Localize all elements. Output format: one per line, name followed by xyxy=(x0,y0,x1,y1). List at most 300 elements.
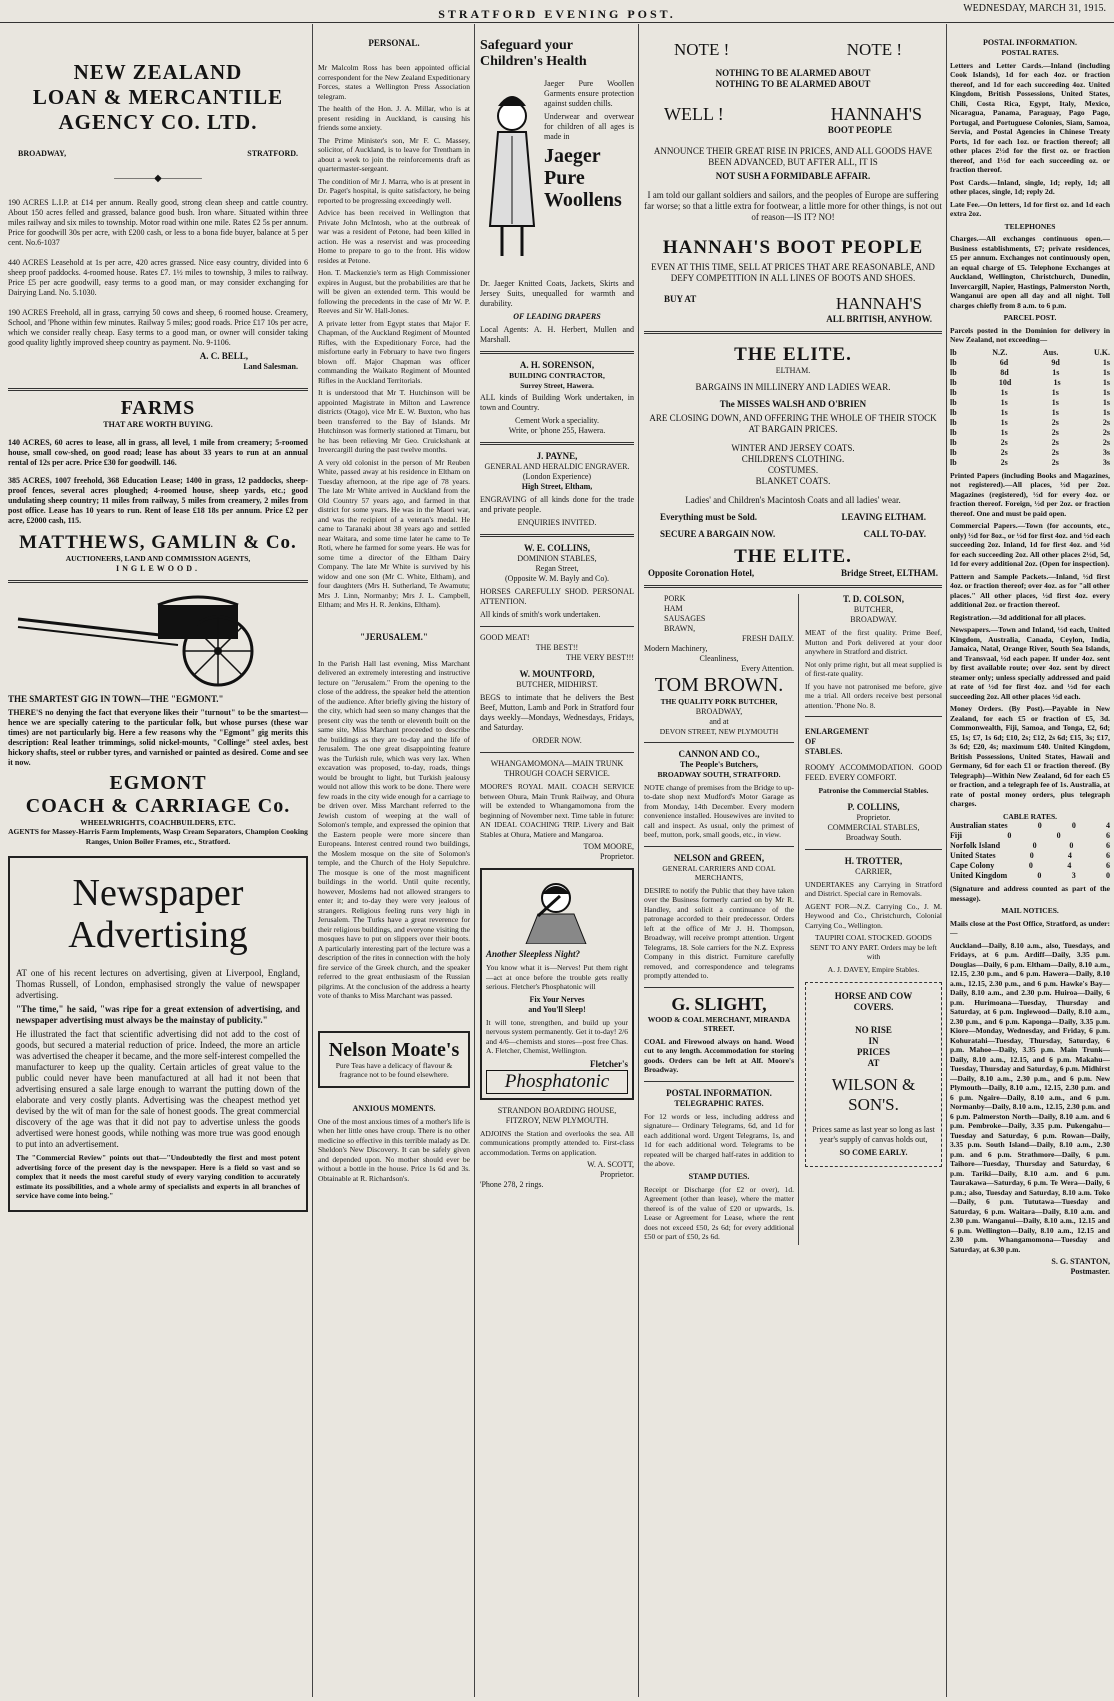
parcel-cell: 2s xyxy=(1051,457,1059,467)
payne: J. PAYNE, xyxy=(536,451,578,461)
nelson-moates-advert xyxy=(318,1031,470,1088)
divider xyxy=(480,351,634,354)
not-such: NOT SUSH A FORMIDABLE AFFAIR. xyxy=(715,171,871,181)
colson-bway: BROADWAY. xyxy=(850,615,897,624)
parcel-col-lb: lb xyxy=(950,347,957,357)
strandon: STRANDON BOARDING HOUSE, xyxy=(497,1105,617,1115)
parcel-cell: 1s xyxy=(1051,407,1059,417)
mail: MAIL NOTICES. xyxy=(1001,906,1059,915)
nz-head2: LOAN & MERCANTILE xyxy=(32,85,284,109)
np-p2: "The time," he said, "was ripe for a great extension of advertising, and newspaper advertising must always be the mainstay of publicity." xyxy=(16,1004,300,1025)
cable-cell: 6 xyxy=(1105,831,1110,840)
parcel-cell: 1s xyxy=(1102,407,1110,417)
sorenson-write: Write, or 'phone 255, Hawera. xyxy=(508,426,606,435)
blanket: BLANKET COATS. xyxy=(755,476,831,486)
parcel-row xyxy=(950,378,1110,388)
matthews-town: INGLEWOOD. xyxy=(115,563,200,573)
personal-9: A very old colonist in the person of Mr Reuben White, passed away at his residence in Eltham on Tuesday afternoon, at the ripe age of 78 years. The late Mr White arrived in Auckland from the Old Country 57 years ago, and farmed in that district for some years. He was in the Maori war, and was the recipient of a veteran's medal. He came to Taranaki about 38 years ago and settled near Waitara, and some time later he came to Te Roti, where he farmed for some years. He was for some time a director of the Eltham Dairy Company. The late Mr White is survived by his widow and one son (Mr C. White, Eltham), and four daughters (Mrs H. Sutherland, Te Awamutu; Mrs J. Linn, Normanby; Mrs J. L. Campbell, Eltham; and Mrs H. R. Jenkins, Eltham). xyxy=(318,457,470,609)
cable-cell: Norfolk Island xyxy=(950,841,1001,850)
cable-cell: 0 xyxy=(1105,871,1110,880)
money: Money Orders. (By Post).—Payable in New Zealand, for each £5 or fraction of £5, 3d. Commonwealth, Fiji, Samoa, and Tonga, £2, 6d; £5, 1s; £7, 1s 6d; £10, 2s; £12, 2s 6d; £15, 3s; £17, 3s 6d; £20, 4s; maximum £40. United Kingdom, British Possessions, United States, Hawaii and Germany, 6d for each £1 or fraction thereof. (By Telegraph)—Within New Zealand, 6d for each £5 or fraction, and a telegraph fee of 1s. Australia, at rate of postal money orders, plus telegraph charges. xyxy=(950,704,1110,808)
personal-3: The Prime Minister's son, Mr F. C. Massey, solicitor, of Auckland, is to leave for Trentham in about a week to join the reinforcements draft as quartermaster-sergeant. xyxy=(318,135,470,173)
jaeger2: Pure xyxy=(544,167,585,189)
call: CALL TO-DAY. xyxy=(863,529,926,539)
mail-text: Auckland—Daily, 8.10 a.m., also, Tuesdays, and Fridays, at 6 p.m. Ardiff—Daily, 3.35 p.m. Douglas—Daily, 6 p.m. Eltham—Daily, 8.10 a.m., 12.15, 2.30 p.m., and 6 p.m. Hawera—Daily, 8.10 a.m., 12.15, 2.30 p.m., and 6 p.m. Hawke's Bay—Daily, 8.10 a.m., and 2.30 p.m. Huiroa—Daily, 6 p.m. Hurimoana—Tuesday, Thursday and Saturday, at 6 p.m. Inglewood—Daily, 8.10 a.m., 2.30 p.m., and 6 p.m. Kaponga—Daily, 3.35 p.m. Kiore—Monday, Wednesday, and Friday, 6 p.m. Kohuratahi—Tuesday, Thursday, Saturday, 6 p.m. Mahoe—Daily, 3.35 p.m. Main Trunk—Daily, 8.10 a.m., 12.15, and 6 p.m. Makahu—Tuesday, Thursday and Saturday, 6 p.m. Midhirst—Daily, 8.10 a.m., 2.30 p.m., and 6 p.m. New Plymouth—Daily, 8.10 a.m., 12.15, 2.30 p.m. and 6 p.m. Ngaire—Daily, 8.10 a.m., and 6 p.m. Normanby—Daily, 8.10 a.m., 12.15, 2.30 p.m. and 6 p.m. Palmerston North—Daily, 8.10 a.m. and 6 p.m. Pembroke—Daily, 3.35 p.m. Pukengahu—Tuesday and Saturday, 6 p.m. Rowan—Daily, 3.35 p.m. South Island—Daily, 8.10 a.m., 2.30 p.m. and 6 p.m. Strathmore—Daily, 6 p.m. Taihore—Tuesday, Thursday and Saturday, 6 p.m. Tariki—Daily, 8.10 a.m. and 6 p.m. Taurakawa—Saturday, 6 p.m. Te Wera—Daily, 6 p.m.; also, Tuesday and Saturday, 8.10 a.m. Toko—Daily, 6 p.m. Tututawa—Tuesday and Saturday, 6 p.m. Waitara—Daily, 8.10 a.m. and 2.30 p.m. Wanganui—Daily, 8.10 a.m., 12.15 and 6 p.m. Wellington—Daily, 8.10 a.m., 12.15 and 2.30 p.m. Whangamomona—Tuesday and Saturday, at 6.30 p.m. xyxy=(950,940,1110,1254)
cable-note: (Signature and address counted as part of the message). xyxy=(950,884,1110,903)
collins-text2: All kinds of smith's work undertaken. xyxy=(480,610,601,619)
bargains: BARGAINS IN MILLINERY AND LADIES WEAR. xyxy=(695,382,891,392)
collins-text: HORSES CAREFULLY SHOD. PERSONAL ATTENTION. xyxy=(480,587,634,606)
parcel-cell: 10d xyxy=(998,377,1012,387)
eltham: ELTHAM. xyxy=(775,366,811,375)
egmont2: COACH & CARRIAGE Co. xyxy=(25,794,291,817)
pattern: Pattern and Sample Packets.—Inland, ½d first 4oz. or fraction thereof; over 4oz. as for "all other places." All other places, ½d first 4oz. every additional 2oz. or fraction thereof. xyxy=(950,571,1110,609)
moore-text: MOORE'S ROYAL MAIL COACH SERVICE between Ohura, Main Trunk Railway, and Ohura will be extended to Whangamomona from the beginning of November next. Time table in future: AN IDEAL COACHING TRIP. Livery and Bait Stables at Ohura, Matiere and Mangaroa. xyxy=(480,782,634,839)
divider xyxy=(480,752,634,753)
mail-intro: Mails close at the Post Office, Stratford, as under:— xyxy=(950,918,1110,937)
jaeger1: Jaeger xyxy=(544,145,601,167)
gig-illustration xyxy=(8,589,308,689)
no-rise: NO RISE xyxy=(855,1025,892,1035)
scott: W. A. SCOTT, xyxy=(587,1160,634,1169)
pcollins-prop: Proprietor. xyxy=(856,812,891,822)
cable-cell: 0 xyxy=(1037,871,1042,880)
announce: ANNOUNCE THEIR GREAT RISE IN PRICES, AND ALL GOODS HAVE BEEN ADVANCED, BUT AFTER ALL, IT IS xyxy=(653,146,933,167)
collins-addr: Regan Street, xyxy=(535,564,579,573)
parcel-cell: 2s xyxy=(1051,417,1059,427)
tom-and: and at xyxy=(709,716,729,726)
parcel-cell: 1s xyxy=(1102,397,1110,407)
newspaper-advertising-box xyxy=(8,856,308,1212)
post-cards: Post Cards.—Inland, single, 1d; reply, 1d; all other places, single, 1d; reply 2d. xyxy=(950,177,1110,196)
mountford-order: ORDER NOW. xyxy=(532,736,582,745)
right-sub-column xyxy=(799,594,942,1245)
slight-text: COAL and Firewood always on hand. Wood cut to any length. Accommodation for storing goods. Orders can be left at Alf. Moore's Broadway. xyxy=(644,1036,794,1074)
parcel-table xyxy=(950,358,1110,468)
cable-cell: Australian states xyxy=(950,821,1008,830)
sleepless-man-illustration xyxy=(486,874,626,944)
tele-rates: TELEGRAPHIC RATES. xyxy=(674,1098,764,1108)
costumes: COSTUMES. xyxy=(767,465,819,475)
parcel-cell: 1s xyxy=(1102,357,1110,367)
gig-head: THE SMARTEST GIG IN TOWN—THE "EGMONT." xyxy=(8,693,224,704)
nz-ad3: 190 ACRES Freehold, all in grass, carrying 50 cows and sheep, 6 roomed house. Creamery, School, and 'Phone within few minutes. Railway 5 miles; good roads. Price £17 10s per acre, which we consider really cheap. Easy terms to a good man, or owner will consider taking good quality lightly improved sheep country as payment. No. 9-1106. xyxy=(8,308,308,347)
whanga: WHANGAMOMONA—MAIN TRUNK THROUGH COACH SERVICE. xyxy=(490,759,624,778)
carrier: CARRIER, xyxy=(855,866,892,876)
jerusalem-text: In the Parish Hall last evening, Miss Marchant delivered an extremely interesting and instructive lecture on "Jerusalem." From the opening to the close of the address, the speaker held the attention of the audience. After briefly giving the history of the city, which had seen so many changes that the present city was the tenth or eleventh built on the same site, Miss Marchant proceeded to describe the buildings as they are to-day and the life of Jerusalem. The one great disappointing feature was the Turkish rule, which was very lax. When excavation was proposed, to-day, roads, things would be brought to light, but Turkish jealousy would not allow this work to be done. There were few roads in the city wide enough for a carriage to be driven over. Miss Marchant referred to the Jewish custom of weeping at the wall of Solomon's temple, and expressed the opinion that the Eastern people were more sincere than Europeans. Interest centred round two buildings, the Moslem mosque on the site of Solomon's temple, and the Church of the Holy Sepulchre. The mosque is one of the most magnificent buildings in the world. Until quite recently, however, Moslems had not allowed strangers to enter it; and to-day they were very jealous of strangers. Religious feeling runs very high in Jerusalem. The Turks have a great reverence for their religious buildings, and everyone visiting the mosques have to put on slippers over their boots. A particularly interesting part of the lecture was a description of the rites in connection with the holy fire service of the Greek church, and the speaker referred to the great enthusiasm of the Russian pilgrims. At the conclusion of the address a hearty vote of thanks to Miss Marchant was passed. xyxy=(318,658,470,1000)
column-3 xyxy=(480,24,634,1697)
trotter-text: UNDERTAKES any Carrying in Stratford and District. Special care in Removals. xyxy=(805,879,942,898)
at: AT xyxy=(867,1058,880,1068)
elite: THE ELITE. xyxy=(734,344,852,365)
parcel-cell: lb xyxy=(950,387,957,397)
divider xyxy=(644,742,794,743)
scott-prop: Proprietor. xyxy=(600,1170,634,1179)
divider xyxy=(480,534,634,537)
parcel-cell: lb xyxy=(950,427,957,437)
cable-table xyxy=(950,821,1110,881)
nz-ad2: 440 ACRES Leasehold at 1s per acre, 420 acres grassed. Nice easy country, divided into 6 sheep proof paddocks. 4-roomed house. Rates £7. 1½ miles to township, 3 miles to railway. Price £5 per acre goodwill, easy terms to a good man, or may consider exchanging for Dairying Land. No. 5.1030. xyxy=(8,258,308,297)
parcel-cell: 1s xyxy=(1051,387,1059,397)
farm1: 140 ACRES, 60 acres to lease, all in grass, all level, 1 mile from creamery; 5-roomed house, small cow-shed, on good road; lease has about 33 years to run at an annual rental of 12s per acre. Price £30 for goodwill. 146. xyxy=(8,438,308,467)
cable-cell: 6 xyxy=(1105,861,1110,870)
parcel-cell: lb xyxy=(950,417,957,427)
farms-advert xyxy=(8,397,308,574)
personal-8: It is understood that Mr T. Hutchinson will be appointed Magistrate in Milton and Lawrence districts (Otago), vice Mr E. W. Buxton, who has been transferred to the Bay of Islands. Mr Hutchinson was formerly stationed at Timaru, but he has been relieving Mr Geo. Cruickshank at Invercargill during the past twelve months. xyxy=(318,388,470,454)
hannahs-header xyxy=(644,104,942,125)
parcel-col-aus: Aus. xyxy=(1043,347,1059,357)
np-head2: Advertising xyxy=(68,914,248,956)
personal-1: Mr Malcolm Ross has been appointed official correspondent for the New Zealand Expeditionary Forces, states a Wellington Press Association telegram. xyxy=(318,63,470,101)
tom-brown-advert xyxy=(644,594,799,1245)
column-1 xyxy=(8,24,308,1697)
np-head1: Newspaper xyxy=(72,872,244,914)
note-header xyxy=(644,40,942,60)
egmont-advert xyxy=(8,589,308,847)
parcel: PARCEL POST. xyxy=(1003,313,1057,322)
alarm1: NOTHING TO BE ALARMED ABOUT xyxy=(715,68,871,78)
hannahs: HANNAH'S xyxy=(830,104,922,124)
nz-head: NEW ZEALAND xyxy=(73,60,243,84)
parcel-header-row xyxy=(950,348,1110,358)
egmont3: WHEELWRIGHTS, COACHBUILDERS, ETC. xyxy=(80,817,236,827)
personal-column xyxy=(318,63,470,610)
every-att: Every Attention. xyxy=(741,664,794,673)
nz-loan-advert xyxy=(8,60,308,372)
parcel-cell: 2s xyxy=(1000,447,1008,457)
registration: Registration.—3d additional for all places. xyxy=(950,612,1086,622)
parcel-row xyxy=(950,438,1110,448)
nelson-green-sub: GENERAL CARRIERS AND COAL MERCHANTS, xyxy=(662,863,776,882)
jaeger-drapers: OF LEADING DRAPERS xyxy=(513,312,601,321)
gig-text: THERE'S no denying the fact that everyone likes their "turnout" to be the smartest—hence we are specially catering to the particular folk, but whose purses (these war times) are not particularly big. Here a few reasons why the "Egmont" gig merits this description: Real leather trimmings, solid nickel-mounts, "Collinge" steel axles, best hickory shafts, steel or rubber tyres, and varnished or painted as desired. Come and see it now. xyxy=(8,707,308,767)
buy-at-row xyxy=(644,294,942,314)
hannah-text: I am told our gallant soldiers and sailors, and the peoples of Europe are suffering far worse; so that a little extra for footwear, a little more for other things, is not out of reason—IS IT? NO! xyxy=(644,190,942,222)
in: IN xyxy=(868,1036,879,1046)
np-p4: The "Commercial Review" points out that—"Undoubtedly the first and most potent advertising force of the present day is the newspaper. Here is a field so vast and so complex that it needs the most careful study of every varying condition to accurately estimate its possibilities, and a whole army of specialists and experts in all branches of service have come into being." xyxy=(16,1153,300,1200)
divider xyxy=(8,388,308,391)
davey: A. J. DAVEY, Empire Stables. xyxy=(827,964,920,974)
cable-cell: 4 xyxy=(1067,861,1072,870)
payne-text: ENGRAVING of all kinds done for the trade and private people. xyxy=(480,495,634,514)
cable-cell: United Kingdom xyxy=(950,871,1008,880)
nelson-green-text: DESIRE to notify the Public that they have taken over the Business formerly carried on by Mr R. Handley, and solicit a continuance of the patronage accorded to their predecessor. Orders left at the office of Mr J. H. Thompson, Broadway, will receive prompt attention. Urgent Telegrams, 18. Sole carriers for the N.Z. Express Company in this district. Furniture carefully removed, and correspondence and telegrams promptly attended to. xyxy=(644,885,794,980)
cable-row xyxy=(950,861,1110,871)
slight-sub: WOOD & COAL MERCHANT, MIRANDA STREET. xyxy=(647,1014,791,1033)
macintosh: Ladies' and Children's Macintosh Coats and all ladies' wear. xyxy=(685,495,901,505)
postal-text: For 12 words or less, including address and signature— Ordinary Telegrams, 6d, and 1d for each additional word. Urgent Telegrams, 1s, and 1d for each additional word. Telegrams to be repeated will be charged half-rates in addition to the above. xyxy=(644,1111,794,1168)
np-p3: He illustrated the fact that scientific advertising did not add to the cost of goods, but secured a material reduction of price. Indeed, the more an article was advertised the cheaper it became, and the more self-interest compelled the manufacturer to keep up the quality. Certain articles of great value to the public could never have been manufactured at all had it not been that advertising ensured a sale large enough to warrant the putting down of the elaborate and very costly plants. Advertising was the cheapest method yet devised by the wit of man for the sale of honest goods. The great commercial discovery of the age was that it did not pay to advertise unless the goods advertised were honest goods, while nothing was more true was good enough to put into an advertisement. xyxy=(16,1029,300,1149)
postmaster: Postmaster. xyxy=(1070,1267,1110,1276)
colson-sub: BUTCHER, xyxy=(853,605,894,614)
phosphatonic: Phosphatonic xyxy=(486,1070,628,1094)
column-4 xyxy=(644,24,942,1697)
collins-addr2: (Opposite W. M. Bayly and Co). xyxy=(505,574,609,583)
wilson-text: Prices same as last year so long as last year's supply of canvas holds out, xyxy=(812,1125,935,1144)
nz-sign: A. C. BELL, xyxy=(199,351,248,361)
safe-head: Safeguard your Children's Health xyxy=(480,38,587,69)
personal-7: A private letter from Egypt states that Major F. Chapman, of the Auckland Regiment of Mounted Rifles, with the Expeditionary Force, had the misfortune early in February to have two fingers blown off. Major Chapman was officer commanding the Waikato Regiment of Mounted Rifles in the Auckland Territorials. xyxy=(318,318,470,385)
all-british: ALL BRITISH, ANYHOW. xyxy=(826,314,932,324)
issue-date: WEDNESDAY, MARCH 31, 1915. xyxy=(963,3,1106,14)
postal-head: POSTAL INFORMATION. xyxy=(666,1087,772,1098)
nelson-logo: Nelson Moate's xyxy=(328,1038,460,1061)
parcel-cell: 2s xyxy=(1051,427,1059,437)
another: Another Sleepless Night? xyxy=(486,949,581,959)
even: EVEN AT THIS TIME, SELL AT PRICES THAT ARE REASONABLE, AND DEFY COMPETITION IN ALL LINES OF BOOTS AND SHOES. xyxy=(651,262,935,283)
good-meat: GOOD MEAT! xyxy=(480,633,530,642)
collins: W. E. COLLINS, xyxy=(524,543,590,553)
mountford-text: BEGS to intimate that he delivers the Best Beef, Mutton, Lamb and Pork in Stratford four days weekly—Mondays, Wednesdays, Fridays, and Saturday. xyxy=(480,693,634,732)
egmont1: EGMONT xyxy=(109,771,207,794)
stanton: S. G. STANTON, xyxy=(1051,1257,1110,1266)
cable-cell: Cape Colony xyxy=(950,861,995,870)
parcel-row xyxy=(950,388,1110,398)
pork: PORK xyxy=(664,594,686,603)
sorenson-sub: BUILDING CONTRACTOR, xyxy=(509,371,605,380)
colson-text: MEAT of the first quality. Prime Beef, Mutton and Pork delivered at your door anywhere in Stratford and district. xyxy=(805,628,942,656)
strandon-addr: FITZROY, NEW PLYMOUTH. xyxy=(505,1115,609,1125)
farm2: 385 ACRES, 1007 freehold, 368 Education Lease; 1400 in grass, 12 paddocks, sheep-proof fences, several acres ploughed; 4-roomed house, sheep yards, etc.; good undulating sheep country; 11 miles from railway, 5 miles from creamery, 2 miles from post office. Lease has 10 years to run. Rent of lease £18 18s per annum. Price £2 per acre, £2000 cash, 115. xyxy=(8,476,308,525)
parcel-text: Parcels posted in the Dominion for delivery in New Zealand, not exceeding— xyxy=(950,325,1110,344)
parcel-row xyxy=(950,398,1110,408)
winter: WINTER AND JERSEY COATS. xyxy=(731,443,855,453)
personal-5: Advice has been received in Wellington that Private John McIntosh, who at the outbreak of war was a resident of Petone, had been killed in action. He was a reservist and was proceeding Home to prepare to go to the front. His widow resides at Petone. xyxy=(318,208,470,265)
the-very-best: THE VERY BEST!!! xyxy=(566,653,634,662)
of: OF xyxy=(805,737,817,746)
commercial: Commercial Papers.—Town (for accounts, etc., only) ½d for 8oz., or ½d for first 4oz. and ½d each succeeding 2oz. Inland, 1d for first 4oz. and ½d for each succeeding 2oz. All other places 2½d, 5d, 1d for every additional 2oz. (Open for inspection). xyxy=(950,521,1110,568)
nz-right: STRATFORD. xyxy=(247,149,298,158)
cable-cell: 0 xyxy=(1028,861,1033,870)
parcel-col-uk: U.K. xyxy=(1093,347,1110,357)
cable-cell: 6 xyxy=(1105,851,1110,860)
fresh: FRESH DAILY. xyxy=(742,634,794,643)
divider xyxy=(805,849,942,850)
parcel-row xyxy=(950,358,1110,368)
parcel-cell: 1s xyxy=(1000,397,1008,407)
horse: HORSE AND COW xyxy=(834,991,913,1001)
ham: HAM xyxy=(664,604,683,613)
matthews: MATTHEWS, GAMLIN & Co. xyxy=(19,532,297,553)
cable-row xyxy=(950,841,1110,851)
cable-cell: 0 xyxy=(1069,841,1074,850)
scott-phone: 'Phone 278, 2 rings. xyxy=(480,1180,544,1189)
nelson-sub: Pure Teas have a delicacy of flavour & fragrance not to be found elsewhere. xyxy=(335,1060,453,1079)
parcel-cell: 8d xyxy=(1000,367,1009,377)
everything: Everything must be Sold. xyxy=(660,512,758,522)
leaving: LEAVING ELTHAM. xyxy=(841,512,926,522)
parcel-cell: 1s xyxy=(1000,407,1008,417)
pcollins: P. COLLINS, xyxy=(847,801,900,812)
patronise: Patronise the Commercial Stables. xyxy=(818,786,929,795)
sorenson-addr: Surrey Street, Hawera. xyxy=(520,380,594,390)
sorenson: A. H. SORENSON, xyxy=(519,360,595,370)
cannon: CANNON AND CO., xyxy=(678,749,760,759)
parcel-cell: 6d xyxy=(999,357,1009,367)
cable-row xyxy=(950,851,1110,861)
hannah-big: HANNAH'S BOOT PEOPLE xyxy=(662,237,924,258)
column-rule xyxy=(474,24,475,1697)
ornament-rule: ————◆———— xyxy=(114,173,202,184)
column-rule xyxy=(312,24,313,1697)
personal-2: The health of the Hon. J. A. Millar, who is at present residing in Auckland, is causing his friends some anxiety. xyxy=(318,104,470,132)
butchers-row xyxy=(644,594,942,1245)
parcel-row xyxy=(950,368,1110,378)
personal-head: PERSONAL. xyxy=(368,38,420,48)
cannon-sub: The People's Butchers, xyxy=(680,760,758,769)
payne-addr: High Street, Eltham, xyxy=(521,482,593,491)
alarm2: NOTHING TO BE ALARMED ABOUT xyxy=(715,79,871,89)
parcel-cell: 9d xyxy=(1051,357,1060,367)
personal-4: The condition of Mr J. Marra, who is at present in Dr. Paget's hospital, is quite satisfactory, he being reported to be progressing exceedingly well. xyxy=(318,176,470,205)
parcel-cell: 2s xyxy=(1102,417,1110,427)
divider xyxy=(480,626,634,627)
parcel-cell: 1s xyxy=(1000,417,1008,427)
cable-cell: 3 xyxy=(1071,871,1076,880)
divider xyxy=(644,585,942,588)
tom-devon: DEVON STREET, NEW PLYMOUTH xyxy=(659,726,779,736)
jaeger3: Woollens xyxy=(544,189,622,211)
cable-cell: Fiji xyxy=(950,831,962,840)
trotter: H. TROTTER, xyxy=(844,855,903,866)
colson-text3: If you have not patronised me before, give me a trial. All orders receive best personal attention. 'Phone No. 8. xyxy=(805,681,942,710)
prices: PRICES xyxy=(856,1047,890,1057)
taupiri: TAUPIRI COAL STOCKED. GOODS SENT TO ANY PART. Orders may be left with xyxy=(810,933,937,961)
postal-head-5: POSTAL INFORMATION. xyxy=(983,38,1077,47)
parcel-cell: 1s xyxy=(1053,377,1061,387)
hannahs2: HANNAH'S xyxy=(835,294,922,313)
column-rule xyxy=(946,24,947,1697)
note1: NOTE ! xyxy=(674,40,730,59)
bridge: Bridge Street, ELTHAM. xyxy=(841,568,938,578)
parcel-cell: 3s xyxy=(1102,457,1110,467)
stables: STABLES. xyxy=(805,747,843,756)
tom-bway: BROADWAY, xyxy=(695,706,743,716)
mountford-sub: BUTCHER, MIDHIRST. xyxy=(516,680,598,689)
column-rule xyxy=(638,24,639,1697)
printed: Printed Papers (including Books and Magazines, not registered).—All places, ½d per 2oz. Magazines (registered), ½d for every 4oz. or fraction thereof. Foreign, ½d per 2oz. or fraction thereof. One and must be paid open. xyxy=(950,470,1110,518)
moore-sign: TOM MOORE, xyxy=(583,842,634,851)
closing: ARE CLOSING DOWN, AND OFFERING THE WHOLE OF THEIR STOCK AT BARGAIN PRICES. xyxy=(649,413,937,434)
parcel-row xyxy=(950,428,1110,438)
moore-prop: Proprietor. xyxy=(600,852,634,861)
cannon-addr: BROADWAY SOUTH, STRATFORD. xyxy=(657,770,781,779)
misses: The MISSES WALSH AND O'BRIEN xyxy=(719,399,867,409)
anxious-head: ANXIOUS MOMENTS. xyxy=(352,1103,436,1113)
matthews-sub: AUCTIONEERS, LAND AND COMMISSION AGENTS, xyxy=(65,554,251,563)
colson: T. D. COLSON, xyxy=(842,594,905,604)
stamp: STAMP DUTIES. xyxy=(688,1171,750,1181)
divider xyxy=(480,442,634,445)
jaeger-advert xyxy=(480,76,634,276)
sausages: SAUSAGES xyxy=(664,614,706,623)
secure: SECURE A BARGAIN NOW. xyxy=(660,529,776,539)
and-sleep: and You'll Sleep! xyxy=(528,1004,586,1014)
local-agents: Local Agents: A. H. Herbert, Mullen and Marshall. xyxy=(480,325,634,344)
parcel-cell: 1s xyxy=(1051,397,1059,407)
parcel-cell: 1s xyxy=(1000,387,1008,397)
jaeger-text: Dr. Jaeger Knitted Coats, Jackets, Skirts and Jersey Suits, unequalled for warmth and durability. xyxy=(480,279,634,308)
masthead xyxy=(0,0,1114,23)
divider xyxy=(644,846,794,847)
cable-cell: 0 xyxy=(1029,851,1034,860)
elite2: THE ELITE. xyxy=(734,546,852,567)
stamp-text: Receipt or Discharge (for £2 or over), 1d. Agreement (other than lease), where the matter thereof is of the value of £20 or upwards, 1s. Lease or Agreement for Lease, where the rent does not exceed £50, 2s 6d; for every additional £50 or part of £50, 2s 6d. xyxy=(644,1184,794,1241)
bway-south: Broadway South. xyxy=(845,832,902,842)
nz-head3: AGENCY CO. LTD. xyxy=(58,110,258,134)
np-p1: AT one of his recent lectures on advertising, given at Liverpool, England, Thomas Russell, of London, emphasised strongly the value of newspaper advertising. xyxy=(16,968,300,1000)
column-5 xyxy=(950,24,1110,1697)
parcel-cell: 2s xyxy=(1102,437,1110,447)
divider xyxy=(644,1081,794,1082)
parcel-col-nz: N.Z. xyxy=(992,347,1008,357)
farms-head: FARMS xyxy=(120,397,196,419)
sleep-text: You know what it is—Nerves! Put them right—act at once before the trouble gets really serious. Fletcher's Phosphatonic will xyxy=(486,963,628,991)
farms-sub: THAT ARE WORTH BUYING. xyxy=(103,420,213,429)
parcel-cell: 2s xyxy=(1051,447,1059,457)
parcel-row xyxy=(950,418,1110,428)
payne-enq: ENQUIRIES INVITED. xyxy=(517,518,597,527)
children: CHILDREN'S CLOTHING. xyxy=(741,454,845,464)
nz-left: BROADWAY, xyxy=(18,149,67,158)
cannon-text: NOTE change of premises from the Bridge to up-to-date shop next Mudford's Motor Garage as from Monday, 14th December. Every modern convenience installed. Housewives are invited to call and inspect. As usual, only the primest of beef, mutton, pork, small goods, etc., in view. xyxy=(644,782,794,839)
cable-cell: United States xyxy=(950,851,996,860)
opp: Opposite Coronation Hotel, xyxy=(648,568,755,578)
parcel-cell: lb xyxy=(950,397,957,407)
parcel-cell: lb xyxy=(950,437,957,447)
note2: NOTE ! xyxy=(846,40,902,59)
parcel-row xyxy=(950,408,1110,418)
cable-cell: 0 xyxy=(1056,831,1061,840)
parcel-cell: lb xyxy=(950,377,957,387)
parcel-cell: 1s xyxy=(1052,367,1060,377)
cable-cell: 0 xyxy=(1032,841,1037,850)
letters: Letters and Letter Cards.—Inland (including Cook Islands), 1d for each 4oz. or fraction thereof, and 1d for each succeeding 4oz. United Kingdom, British Possessions, United States, Chili, Costa Rica, Egypt, Italy, Mexico, Nicaragua, Panama, Paraguay, Pago Pago, Portugal, and Portuguese Colonies, Siam, Samoa, Servia, and Postal Agencies in Chinese Treaty Ports, 1d for each 1oz. or fraction thereof; all other places 2½d for the first oz. or fraction thereof, and 1½d for each succeeding oz. or fraction thereof. xyxy=(950,60,1110,174)
cable-cell: 4 xyxy=(1067,851,1072,860)
clean: Cleanliness, xyxy=(699,654,739,663)
cable-cell: 4 xyxy=(1105,821,1110,830)
jerusalem-head: "JERUSALEM." xyxy=(360,631,428,642)
parcel-cell: lb xyxy=(950,367,957,377)
brawn: BRAWN, xyxy=(664,624,696,633)
parcel-cell: lb xyxy=(950,457,957,467)
safe-text: Jaeger Pure Woollen Garments ensure protection against sudden chills. xyxy=(544,79,634,108)
parcel-cell: 2s xyxy=(1051,437,1059,447)
well: WELL ! xyxy=(664,104,724,124)
cable-row xyxy=(950,871,1110,881)
parcel-cell: 2s xyxy=(1102,427,1110,437)
divider xyxy=(805,716,942,717)
modern: Modern Machinery, xyxy=(644,644,708,653)
paper-title: STRATFORD EVENING POST. xyxy=(438,7,676,21)
the-best: THE BEST!! xyxy=(535,643,579,652)
sons: SON'S. xyxy=(848,1095,899,1114)
wilson: WILSON & xyxy=(831,1075,916,1094)
parcel-cell: 2s xyxy=(1000,437,1008,447)
cable-row xyxy=(950,831,1110,841)
column-2 xyxy=(318,24,470,1697)
agent: AGENT FOR—N.Z. Carrying Co., J. M. Heywood and Co., Christchurch, Colonial Carrying Co., Wellington. xyxy=(805,901,942,930)
cable-cell: 0 xyxy=(1007,831,1012,840)
parcel-cell: 1s xyxy=(1102,387,1110,397)
payne-sub: GENERAL AND HERALDIC ENGRAVER. xyxy=(484,462,630,471)
roomy: ROOMY ACCOMMODATION. GOOD FEED. EVERY COMFORT. xyxy=(805,763,942,782)
nz-sign2: Land Salesman. xyxy=(243,362,298,371)
divider xyxy=(644,331,942,334)
parcel-cell: 1s xyxy=(1102,377,1110,387)
parcel-cell: 1s xyxy=(1000,427,1008,437)
slight: G. SLIGHT, xyxy=(671,993,767,1014)
